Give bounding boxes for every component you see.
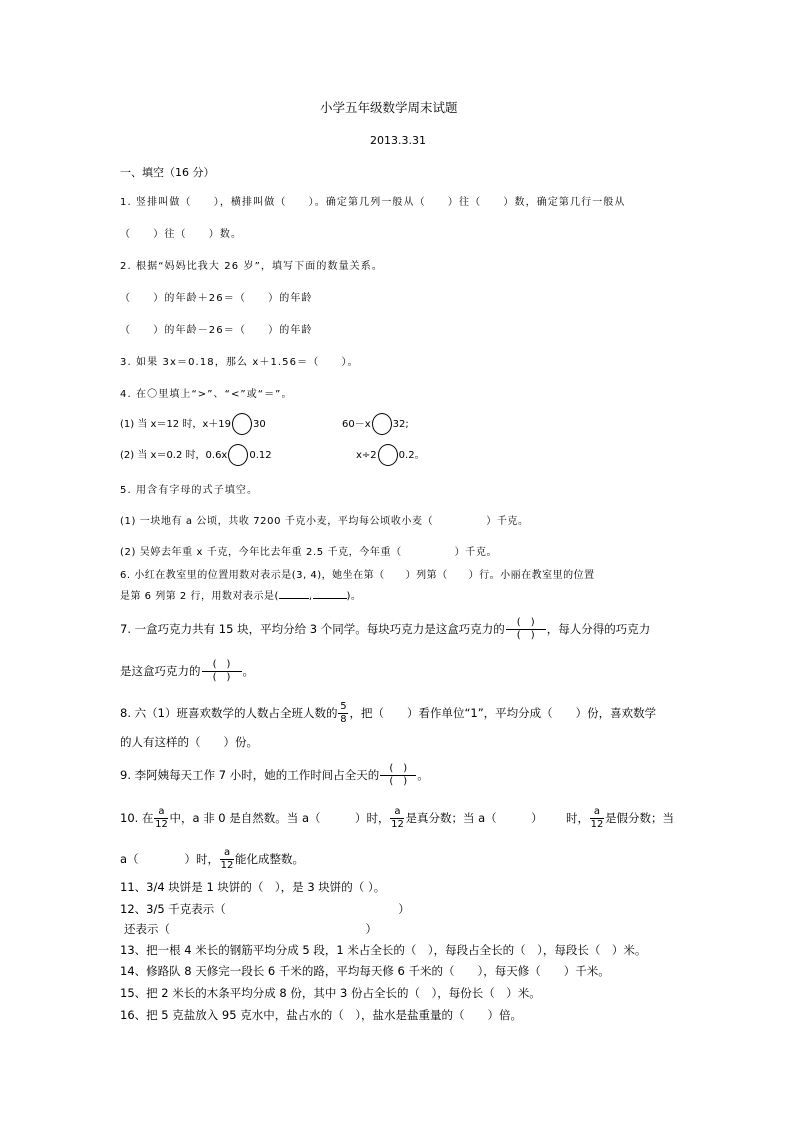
q4-r1-left: (1) 当 x＝12 时，x＋19 — [120, 419, 231, 430]
answer-blank — [279, 598, 309, 599]
q4-r2-left-value: 0.12 — [249, 450, 272, 461]
q7-text-d: 。 — [242, 664, 254, 678]
question-15: 15、把 2 米长的木条平均分成 8 份，其中 3 份占全长的（ ），每份长（ ）米。 — [120, 986, 541, 1000]
question-5-line-3: (2) 吴婷去年重 x 千克，今年比去年重 2.5 千克，今年重（ ）千克。 — [120, 547, 498, 558]
fraction-a-12 — [590, 806, 604, 831]
question-10-line-2 — [120, 844, 304, 874]
q4-r1-right: 60－x — [342, 419, 371, 430]
question-8-line-2: 的人有这样的（ ）份。 — [120, 735, 258, 749]
question-12-line-1: 12、3/5 千克表示（ ） — [120, 902, 410, 916]
question-3: 3. 如果 3x＝0.18，那么 x＋1.56＝（ ）。 — [120, 357, 359, 368]
fraction-numerator: ( ) — [389, 763, 408, 774]
fraction-a-12 — [154, 806, 168, 831]
compare-circle — [378, 444, 398, 466]
q4-r2-left: (2) 当 x＝0.2 时，0.6x — [120, 450, 228, 461]
question-10-line-1-right — [566, 803, 674, 833]
q8-text-a: 8. 六（1）班喜欢数学的人数占全班人数的 — [120, 706, 338, 720]
question-4-row-1-right — [342, 413, 409, 437]
fraction-denominator: 12 — [391, 819, 404, 830]
q4-r2-right-value: 0.2。 — [398, 450, 425, 461]
question-4-row-2-right — [356, 444, 425, 468]
fraction-numerator: ( ) — [516, 617, 535, 628]
q7-text-c: 是这盒巧克力的 — [120, 664, 201, 678]
q10-text-c: 是真分数；当 a（ ） — [405, 811, 543, 825]
question-6-line-1: 6. 小红在教室里的位置用数对表示是(3, 4)，她坐在第（ ）列第（ ）行。小丽在教室里的位置 — [120, 570, 595, 581]
question-9 — [120, 760, 429, 790]
question-4-line-1: 4. 在〇里填上“>”、“<”或“＝”。 — [120, 389, 293, 400]
question-2-line-3: （ ）的年龄－26＝（ ）的年龄 — [120, 325, 313, 336]
q6-comma: , — [308, 591, 313, 602]
question-4-row-1 — [120, 413, 266, 437]
fraction-denominator: 12 — [155, 819, 168, 830]
q9-text-b: 。 — [417, 768, 429, 782]
question-1-line-2: （ ）往（ ）数。 — [120, 229, 243, 240]
fraction-a-12 — [390, 806, 404, 831]
question-5-line-2: (1) 一块地有 a 公顷，共收 7200 千克小麦，平均每公顷收小麦（ ）千克。 — [120, 516, 529, 527]
q6-end: )。 — [346, 591, 362, 602]
q7-text-b: ，每人分得的巧克力 — [546, 622, 651, 636]
compare-circle — [228, 444, 248, 466]
compare-circle — [372, 413, 392, 435]
q4-r1-left-value: 30 — [253, 419, 266, 430]
question-4-row-2 — [120, 444, 272, 468]
fraction-numerator: a — [223, 847, 231, 858]
fraction-denominator: 12 — [590, 819, 604, 830]
fraction-numerator: 5 — [340, 701, 347, 712]
fraction-denominator: ( ) — [202, 671, 242, 684]
exam-date: 2013.3.31 — [370, 134, 426, 147]
fraction-numerator: a — [394, 806, 401, 817]
q7-text-a: 7. 一盒巧克力共有 15 块，平均分给 3 个同学。每块巧克力是这盒巧克力的 — [120, 622, 505, 636]
fraction-numerator: ( ) — [212, 659, 231, 670]
q10-text-b: 中，a 非 0 是自然数。当 a（ ）时， — [169, 811, 390, 825]
question-12-line-2: 还表示（ ） — [124, 922, 377, 936]
fraction-blank — [506, 617, 546, 642]
q8-text-b: ，把（ ）看作单位“1”，平均分成（ ）份，喜欢数学 — [349, 706, 657, 720]
fraction-blank — [380, 763, 416, 788]
fraction-denominator: 12 — [220, 860, 234, 871]
question-13: 13、把一根 4 米长的钢筋平均分成 5 段，1 米占全长的（ ），每段占全长的（ ），每段长（ ）米。 — [120, 943, 647, 957]
question-2-line-2: （ ）的年龄＋26＝（ ）的年龄 — [120, 293, 313, 304]
q4-r2-right: x÷2 — [356, 450, 377, 461]
section-heading: 一、填空（16 分） — [120, 166, 215, 179]
question-7-line-2 — [120, 656, 254, 686]
question-2-line-1: 2. 根据“妈妈比我大 26 岁”，填写下面的数量关系。 — [120, 261, 383, 272]
q10-text-d: 时， — [566, 811, 589, 825]
question-5-line-1: 5. 用含有字母的式子填空。 — [120, 485, 259, 496]
q6-text: 是第 6 列第 2 行，用数对表示是( — [120, 591, 279, 602]
question-11: 11、3/4 块饼是 1 块饼的（ ），是 3 块饼的（ ）。 — [120, 880, 386, 894]
question-8-line-1 — [120, 698, 656, 728]
q4-r1-right-value: 32; — [392, 419, 409, 430]
question-7-line-1 — [120, 614, 650, 644]
q10-text-f: a（ ）时， — [120, 852, 220, 866]
q10-text-e: 是假分数；当 — [605, 811, 674, 825]
compare-circle — [232, 413, 252, 435]
fraction-denominator: ( ) — [506, 629, 546, 642]
fraction-a-12 — [220, 847, 234, 872]
fraction-denominator: ( ) — [380, 775, 416, 788]
page-title: 小学五年级数学周末试题 — [320, 100, 458, 115]
question-1-line-1: 1. 竖排叫做（ ），横排叫做（ ）。确定第几列一般从（ ）往（ ）数，确定第几行一般从 — [120, 197, 626, 208]
fraction-blank — [202, 659, 242, 684]
q10-text-g: 能化成整数。 — [235, 852, 305, 866]
question-6-line-2 — [120, 590, 361, 604]
question-14: 14、修路队 8 天修完一段长 6 千米的路，平均每天修 6 千米的（ ），每天修（ ）千米。 — [120, 964, 610, 978]
fraction-denominator: 8 — [340, 714, 347, 725]
question-10-line-1 — [120, 803, 543, 833]
q9-text-a: 9. 李阿姨每天工作 7 小时，她的工作时间占全天的 — [120, 768, 380, 782]
fraction-numerator: a — [158, 806, 165, 817]
question-16: 16、把 5 克盐放入 95 克水中，盐占水的（ ），盐水是盐重量的（ ）倍。 — [120, 1008, 522, 1022]
q10-text-a: 10. 在 — [120, 811, 154, 825]
fraction-numerator: a — [593, 806, 601, 817]
answer-blank — [313, 598, 347, 599]
fraction-5-8 — [338, 701, 348, 726]
